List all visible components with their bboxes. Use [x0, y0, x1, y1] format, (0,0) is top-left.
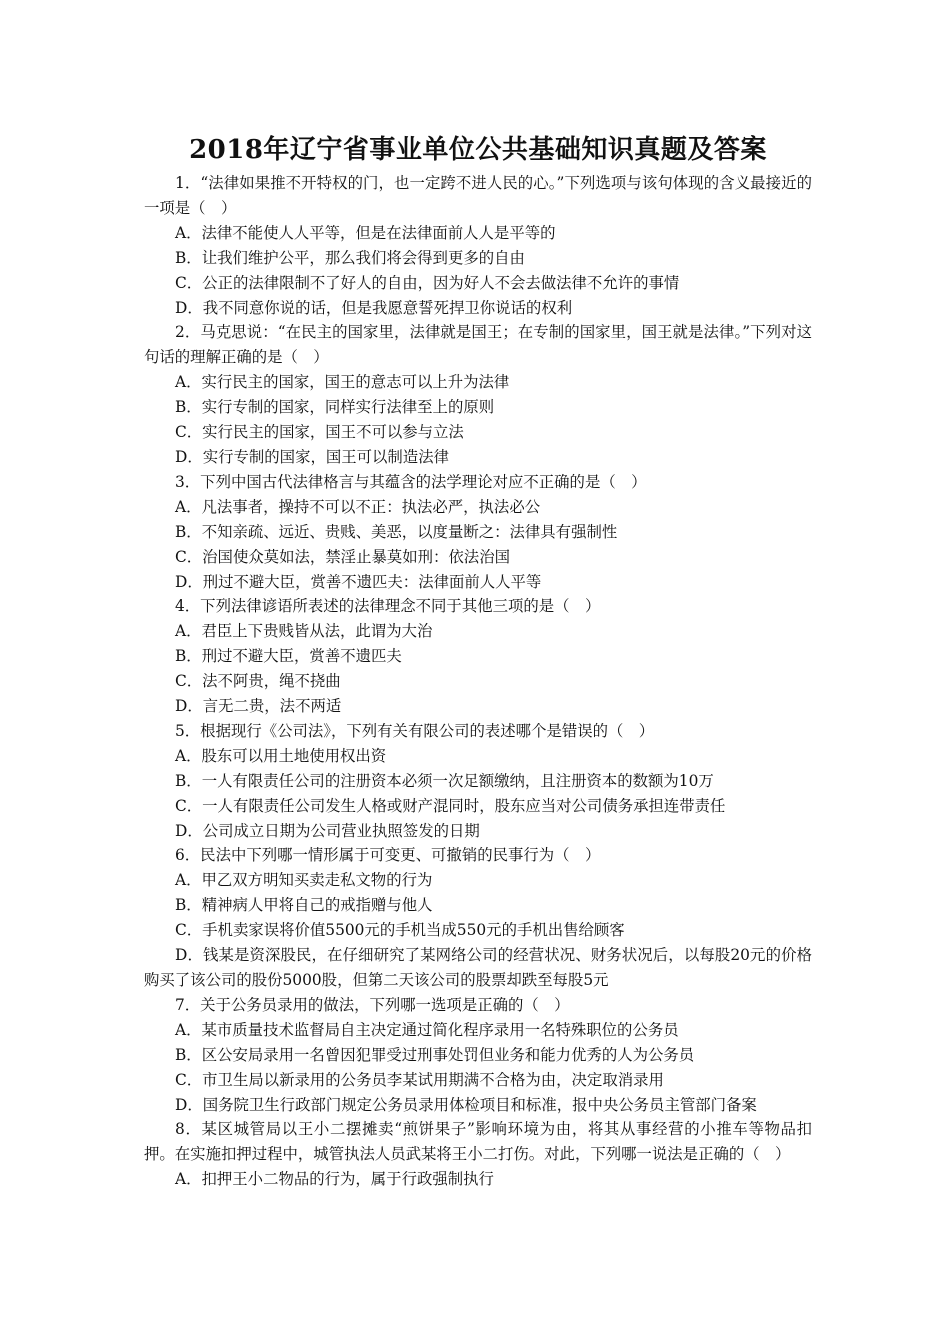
document-title: 2018年辽宁省事业单位公共基础知识真题及答案 [189, 135, 767, 165]
answer-option: C．治国使众莫如法，禁淫止暴莫如刑：依法治国 [175, 547, 510, 566]
document-body [144, 171, 812, 1192]
answer-option: D．公司成立日期为公司营业执照签发的日期 [175, 821, 480, 840]
answer-option: A．凡法事者，操持不可以不正：执法必严，执法必公 [175, 497, 541, 516]
question-text: 1．“法律如果推不开特权的门，也一定跨不进人民的心。”下列选项与该句体现的含义最接近的一项是（ ） [144, 174, 812, 217]
answer-option: C．实行民主的国家，国王不可以参与立法 [175, 423, 464, 442]
answer-option: D．钱某是资深股民，在仔细研究了某网络公司的经营状况、财务状况后，以每股20元的价格购买了该公司的股份5000股，但第二天该公司的股票却跌至每股5元 [144, 946, 812, 989]
answer-option: B．一人有限责任公司的注册资本必须一次足额缴纳，且注册资本的数额为10万 [175, 771, 714, 790]
question-text: 6．民法中下列哪一情形属于可变更、可撤销的民事行为（ ） [175, 846, 601, 865]
answer-option: A．法律不能使人人平等，但是在法律面前人人是平等的 [175, 223, 556, 242]
answer-option: C．手机卖家误将价值5500元的手机当成550元的手机出售给顾客 [175, 921, 625, 940]
question-text: 5．根据现行《公司法》，下列有关有限公司的表述哪个是错误的（ ） [175, 721, 655, 740]
answer-option: B．让我们维护公平，那么我们将会得到更多的自由 [175, 248, 525, 267]
answer-option: C．公正的法律限制不了好人的自由，因为好人不会去做法律不允许的事情 [175, 273, 680, 292]
answer-option: D．我不同意你说的话，但是我愿意誓死捍卫你说话的权利 [175, 298, 573, 317]
answer-option: A．股东可以用土地使用权出资 [175, 746, 387, 765]
answer-option: B．实行专制的国家，同样实行法律至上的原则 [175, 398, 495, 417]
answer-option: A．扣押王小二物品的行为，属于行政强制执行 [175, 1170, 494, 1189]
answer-option: D．国务院卫生行政部门规定公务员录用体检项目和标准，报中央公务员主管部门备案 [175, 1095, 757, 1114]
answer-option: C．市卫生局以新录用的公务员李某试用期满不合格为由，决定取消录用 [175, 1070, 664, 1089]
answer-option: B．精神病人甲将自己的戒指赠与他人 [175, 896, 433, 915]
question-text: 4．下列法律谚语所表述的法律理念不同于其他三项的是（ ） [175, 597, 601, 616]
answer-option: A．某市质量技术监督局自主决定通过简化程序录用一名特殊职位的公务员 [175, 1020, 679, 1039]
answer-option: A．君臣上下贵贱皆从法，此谓为大治 [175, 622, 433, 641]
answer-option: D．刑过不避大臣，赏善不遗匹夫：法律面前人人平等 [175, 572, 542, 591]
answer-option: A．甲乙双方明知买卖走私文物的行为 [175, 871, 433, 890]
answer-option: B．区公安局录用一名曾因犯罪受过刑事处罚但业务和能力优秀的人为公务员 [175, 1045, 695, 1064]
answer-option: B．不知亲疏、远近、贵贱、美恶，以度量断之：法律具有强制性 [175, 522, 618, 541]
document-page [144, 133, 812, 1192]
answer-option: D．言无二贵，法不两适 [175, 697, 342, 716]
question-text: 3．下列中国古代法律格言与其蕴含的法学理论对应不正确的是（ ） [175, 472, 647, 491]
question-text: 8．某区城管局以王小二摆摊卖“煎饼果子”影响环境为由，将其从事经营的小推车等物品扣押。在实施扣押过程中，城管执法人员武某将王小二打伤。对此，下列哪一说法是正确的（ ） [144, 1120, 812, 1164]
answer-option: D．实行专制的国家，国王可以制造法律 [175, 447, 449, 466]
answer-option: C．法不阿贵，绳不挠曲 [175, 672, 341, 691]
question-text: 2．马克思说：“在民主的国家里，法律就是国王；在专制的国家里，国王就是法律。”下列对这句话的理解正确的是（ ） [144, 323, 812, 367]
answer-option: B．刑过不避大臣，赏善不遗匹夫 [175, 647, 402, 666]
question-text: 7．关于公务员录用的做法，下列哪一选项是正确的（ ） [175, 995, 570, 1014]
answer-option: C．一人有限责任公司发生人格或财产混同时，股东应当对公司债务承担连带责任 [175, 796, 726, 815]
answer-option: A．实行民主的国家，国王的意志可以上升为法律 [175, 373, 510, 392]
